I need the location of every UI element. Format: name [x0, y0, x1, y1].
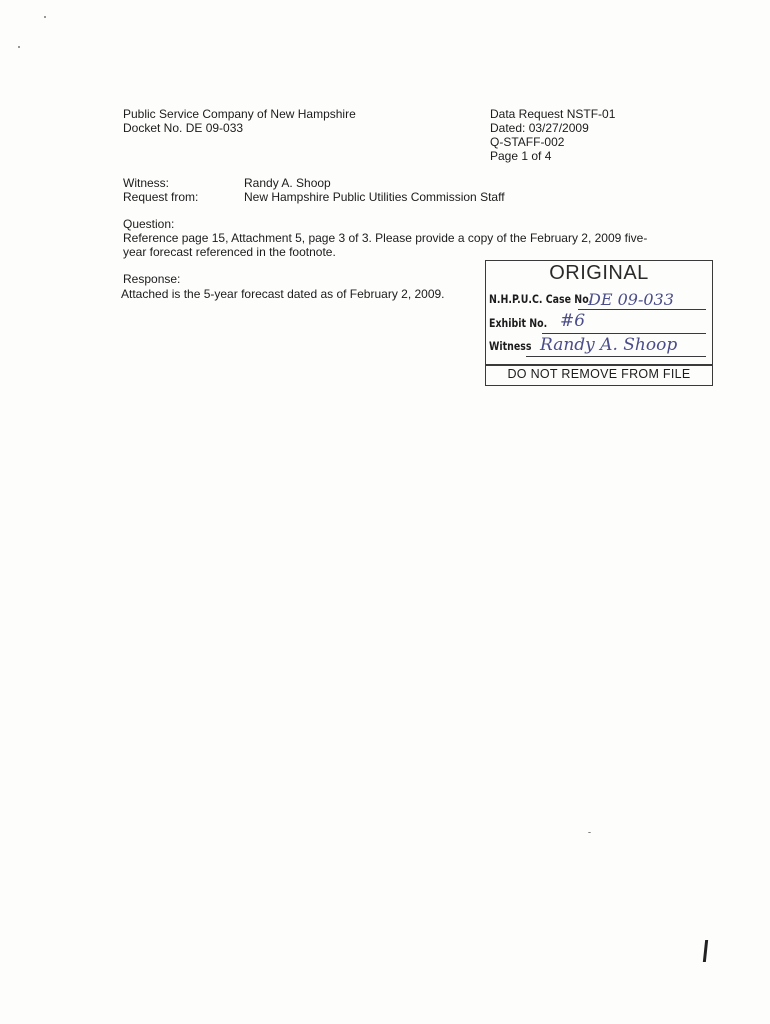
response-heading: Response: — [123, 272, 181, 286]
question-id: Q-STAFF-002 — [490, 135, 565, 149]
page-number: Page 1 of 4 — [490, 149, 552, 163]
request-from-label: Request from: — [123, 190, 199, 204]
witness-label: Witness: — [123, 176, 170, 190]
request-from-value: New Hampshire Public Utilities Commission Staff — [244, 190, 505, 204]
stamp-exhibit-handwritten: #6 — [560, 311, 586, 331]
header-right — [490, 107, 615, 163]
question-text: Reference page 15, Attachment 5, page 3 of 3. Please provide a copy of the February 2, 2009 five-year forecast referenced in the footnote. — [123, 231, 648, 259]
stamp-title: ORIGINAL — [549, 262, 649, 284]
response-text: Attached is the 5-year forecast dated as of February 2, 2009. — [121, 287, 445, 301]
stamp-footer: DO NOT REMOVE FROM FILE — [507, 367, 691, 381]
stamp-case-handwritten: DE 09-033 — [588, 290, 674, 309]
header-left — [123, 107, 356, 135]
question-heading: Question: — [123, 217, 175, 231]
scan-speck — [588, 832, 591, 833]
request-date: Dated: 03/27/2009 — [490, 121, 589, 135]
handwritten-page-mark — [703, 940, 708, 962]
scan-speck — [44, 16, 46, 18]
data-request-id: Data Request NSTF-01 — [490, 107, 616, 121]
docket-number: Docket No. DE 09-033 — [123, 121, 244, 135]
stamp-witness-handwritten: Randy A. Shoop — [540, 335, 678, 355]
exhibit-stamp — [485, 260, 713, 386]
company-name: Public Service Company of New Hampshire — [123, 107, 356, 121]
scan-speck — [18, 46, 20, 48]
witness-value: Randy A. Shoop — [244, 176, 331, 190]
stamp-exhibit-label: Exhibit No. — [489, 316, 548, 330]
stamp-case-label: N.H.P.U.C. Case No. — [489, 292, 593, 306]
stamp-witness-label: Witness — [489, 339, 532, 353]
